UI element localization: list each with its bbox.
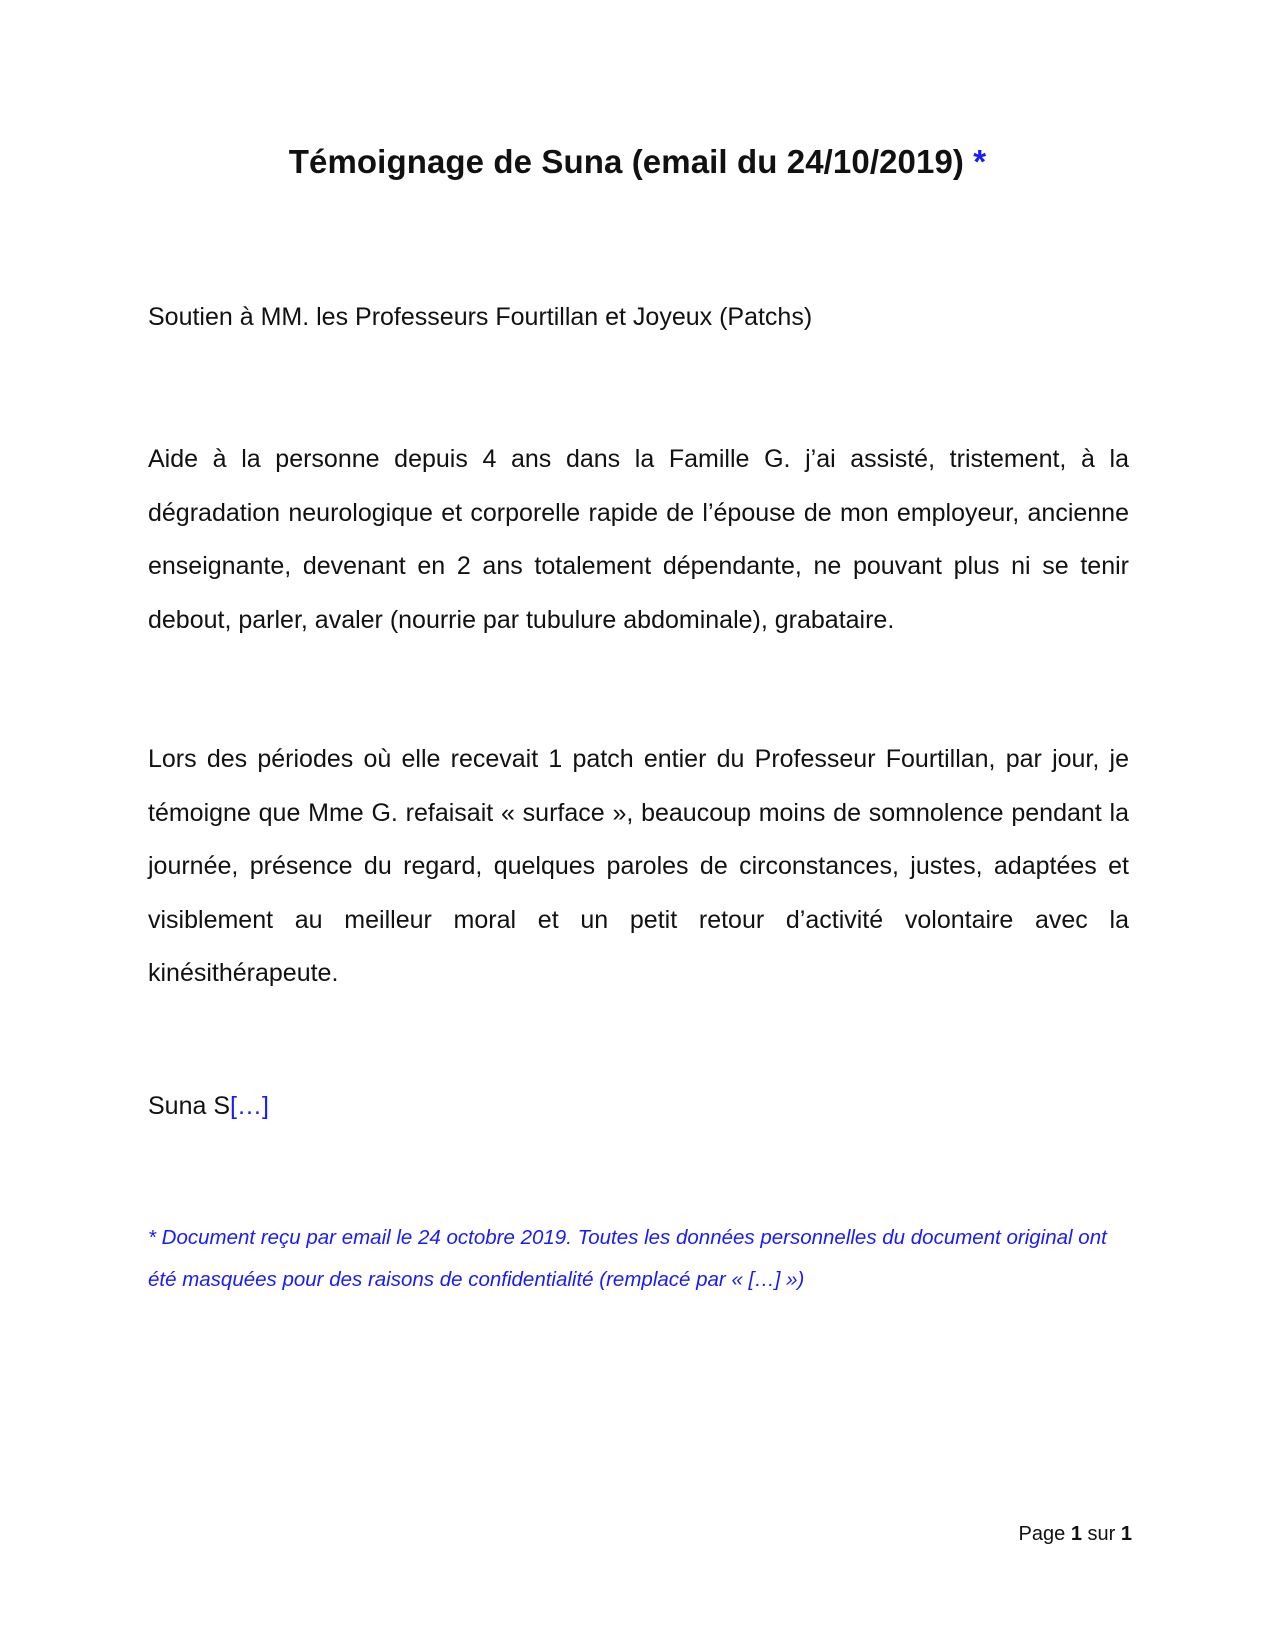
document-subtitle: Soutien à MM. les Professeurs Fourtillan et Joyeux (Patchs)	[148, 303, 813, 331]
document-title	[0, 143, 1275, 181]
page-label: Page	[1018, 1523, 1066, 1545]
title-footnote-marker: *	[973, 143, 987, 180]
title-text: Témoignage de Suna (email du 24/10/2019)	[288, 143, 964, 180]
signature-redacted: […]	[230, 1092, 269, 1120]
footnote: * Document reçu par email le 24 octobre 2019. Toutes les données personnelles du document original ont été masquées pour des raisons de confidentialité (remplacé par « […] »)	[148, 1226, 1107, 1291]
page-current: 1	[1070, 1523, 1082, 1545]
signature	[148, 1092, 1129, 1121]
page-total: 1	[1120, 1523, 1132, 1545]
page-sep: sur	[1087, 1523, 1116, 1545]
page-number	[1019, 1523, 1132, 1546]
paragraph-1: Aide à la personne depuis 4 ans dans la Famille G. j’ai assisté, tristement, à la dégradation neurologique et corporelle rapide de l’épouse de mon employeur, ancienne enseignante, devenant en 2 ans totalement dépendante, ne pouvant plus ni se tenir debout, parler, avaler (nourrie par tubulure abdominale), grabataire.	[148, 445, 1129, 634]
signature-name: Suna S	[148, 1092, 231, 1120]
paragraph-2: Lors des périodes où elle recevait 1 patch entier du Professeur Fourtillan, par jour, je témoigne que Mme G. refaisait « surface », beaucoup moins de somnolence pendant la journée, présence du regard, quelques paroles de circonstances, justes, adaptées et visiblement au meilleur moral et un petit retour d’activité volontaire avec la kinésithérapeute.	[148, 745, 1129, 987]
